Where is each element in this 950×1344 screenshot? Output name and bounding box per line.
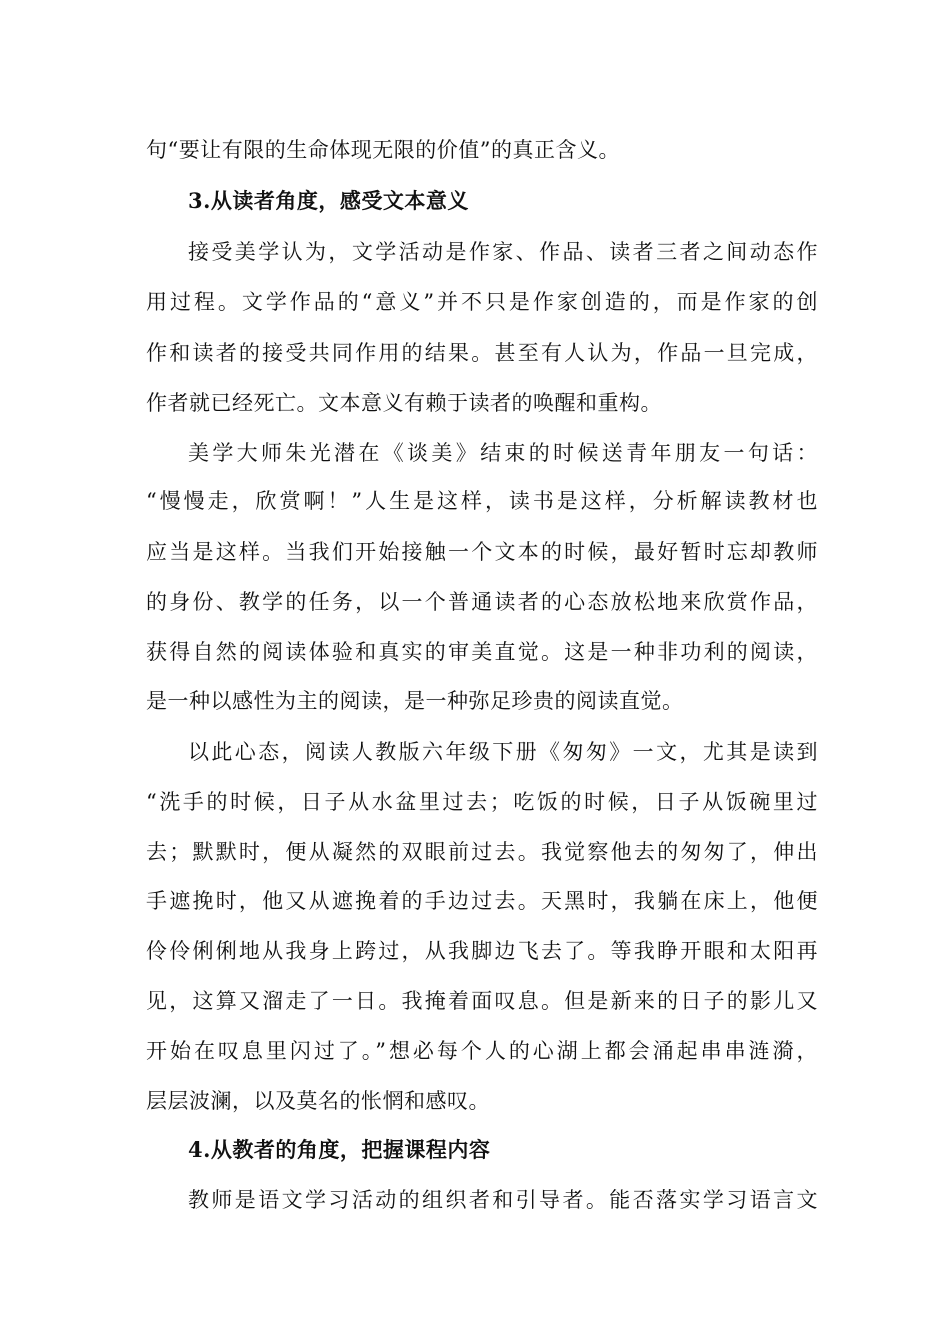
text-line: 是一种以感性为主的阅读，是一种弥足珍贵的阅读直觉。: [146, 689, 684, 713]
text-line: 美学大师朱光潜在《谈美》结束的时候送青年朋友一句话：: [188, 441, 818, 465]
text-line: 作和读者的接受共同作用的结果。甚至有人认为，作品一旦完成，: [146, 341, 818, 365]
text-line: 教师是语文学习活动的组织者和引导者。能否落实学习语言文: [188, 1188, 818, 1212]
text-line: 开始在叹息里闪过了。”想必每个人的心湖上都会涌起串串涟漪，: [146, 1039, 818, 1063]
text-line: 句“要让有限的生命体现无限的价值”的真正含义。: [146, 138, 620, 162]
text-line: 以此心态，阅读人教版六年级下册《匆匆》一文，尤其是读到: [188, 740, 818, 764]
text-line: 作者就已经死亡。文本意义有赖于读者的唤醒和重构。: [146, 391, 662, 415]
section-heading-3: 3.从读者角度，感受文本意义: [188, 188, 469, 213]
section-heading-4: 4.从教者的角度，把握课程内容: [188, 1137, 491, 1162]
text-line: 伶伶俐俐地从我身上跨过，从我脚边飞去了。等我睁开眼和太阳再: [146, 939, 818, 963]
text-line: 去；默默时，便从凝然的双眼前过去。我觉察他去的匆匆了，伸出: [146, 840, 818, 864]
text-line: 应当是这样。当我们开始接触一个文本的时候，最好暂时忘却教师: [146, 540, 818, 564]
text-line: 层层波澜，以及莫名的怅惘和感叹。: [146, 1089, 490, 1113]
text-line: 见，这算又溜走了一日。我掩着面叹息。但是新来的日子的影儿又: [146, 989, 818, 1013]
text-line: 手遮挽时，他又从遮挽着的手边过去。天黑时，我躺在床上，他便: [146, 889, 818, 913]
text-line: “洗手的时候，日子从水盆里过去；吃饭的时候，日子从饭碗里过: [146, 790, 818, 814]
text-line: 获得自然的阅读体验和真实的审美直觉。这是一种非功利的阅读，: [146, 640, 818, 664]
text-line: 接受美学认为，文学活动是作家、作品、读者三者之间动态作: [188, 240, 818, 264]
text-line: “慢慢走，欣赏啊！”人生是这样，读书是这样，分析解读教材也: [146, 489, 818, 513]
text-line: 用过程。文学作品的“意义”并不只是作家创造的，而是作家的创: [146, 290, 818, 314]
text-line: 的身份、教学的任务，以一个普通读者的心态放松地来欣赏作品，: [146, 590, 818, 614]
